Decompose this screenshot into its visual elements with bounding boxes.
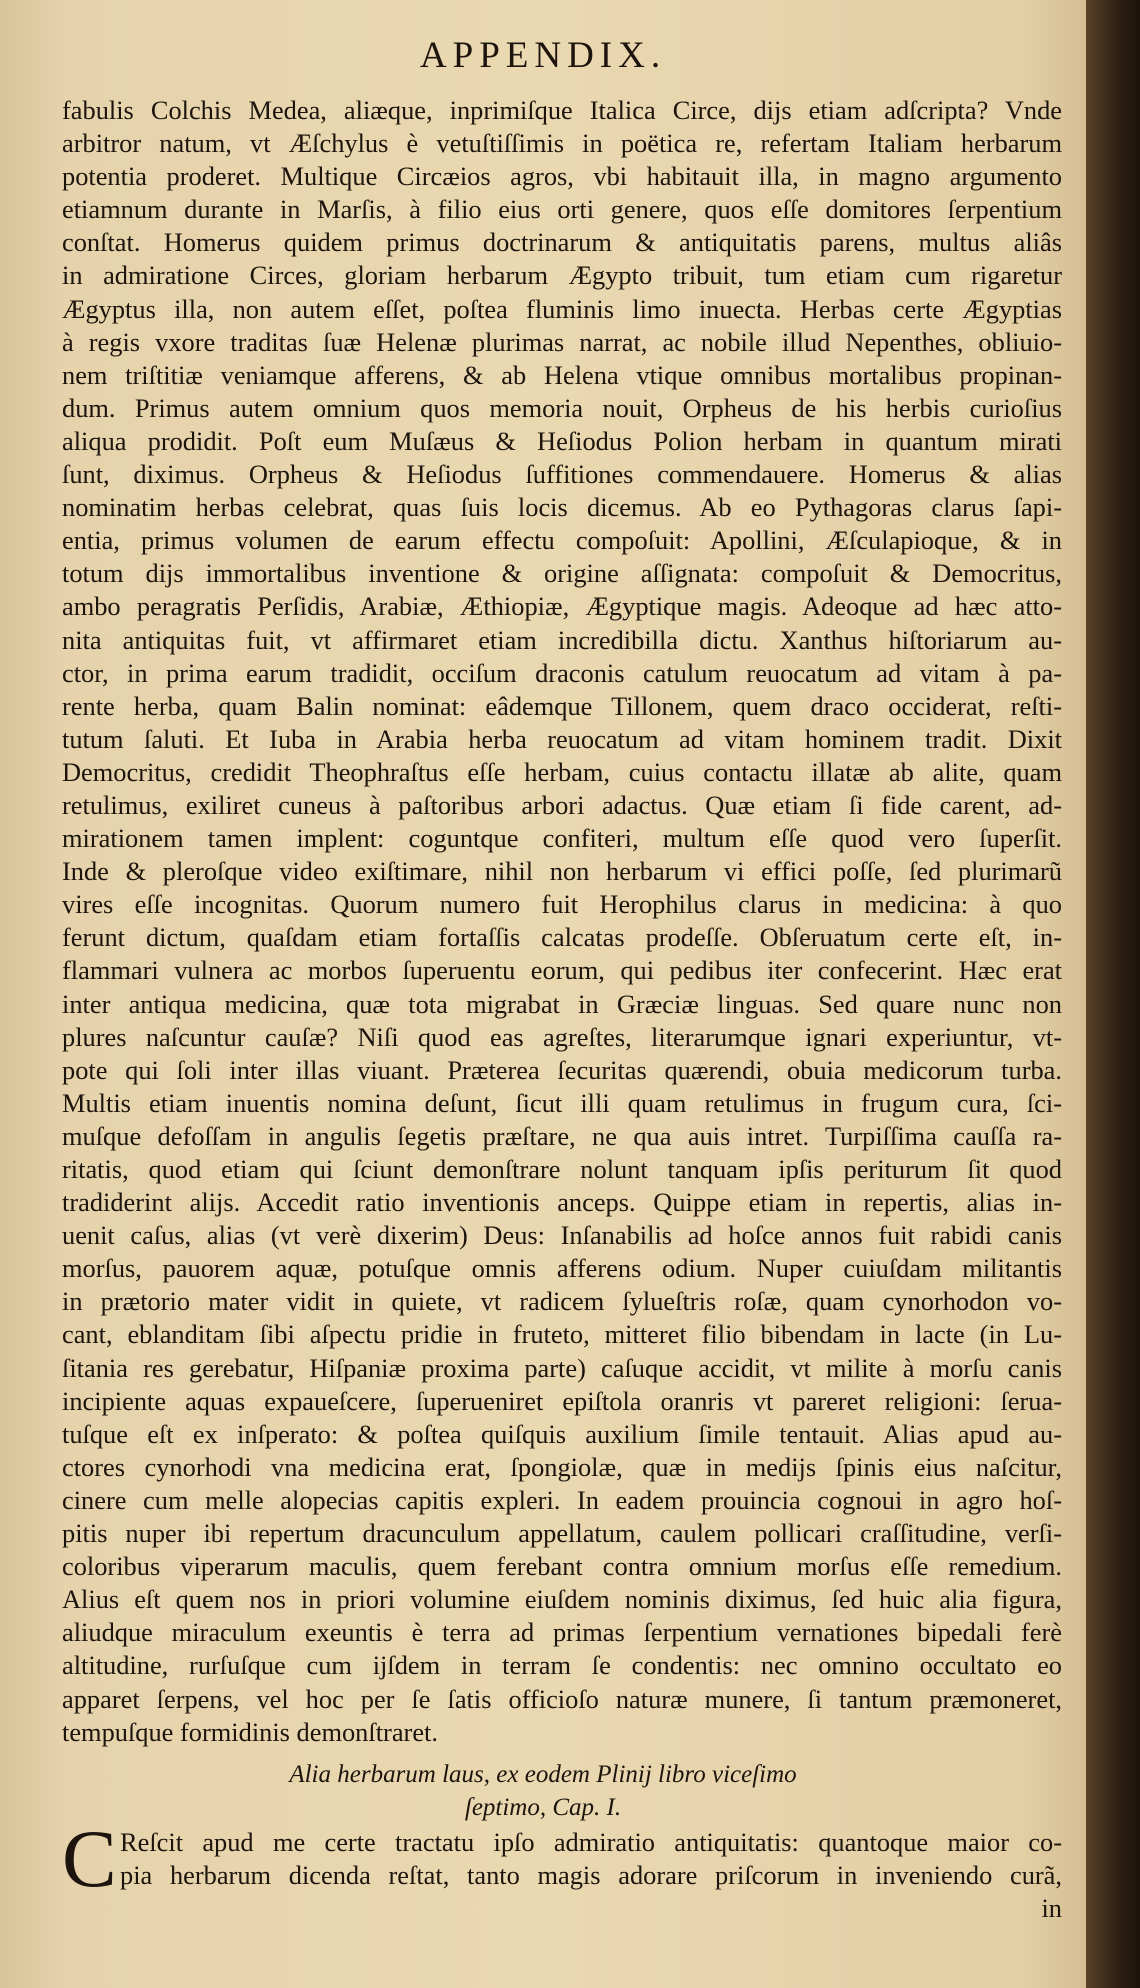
running-head: APPENDIX. <box>419 35 667 76</box>
text-line: dum. Primus autem omnium quos memoria nouit, Orpheus de his herbis curioſius <box>62 392 1062 423</box>
text-line: ambo peragratis Perſidis, Arabiæ, Æthiopiæ, Ægyptique magis. Adeoque ad hæc atto- <box>62 591 1062 622</box>
text-line: Democritus, credidit Theophraſtus eſſe herbam, cuius contactu illatæ ab alite, quam <box>62 756 1062 787</box>
text-line: nita antiquitas fuit, vt affirmaret etiam incredibilla dictu. Xanthus hiſtoriarum au- <box>62 624 1062 655</box>
text-line: etiamnum durante in Marſis, à filio eius orti genere, quos eſſe domitores ſerpentium <box>62 194 1062 225</box>
text-line: inter antiqua medicina, quæ tota migrabat in Græciæ linguas. Sed quare nunc non <box>62 988 1062 1019</box>
text-line: apparet ſerpens, vel hoc per ſe ſatis officioſo naturæ munere, ſi tantum præmoneret, <box>62 1683 1062 1714</box>
text-line: Multis etiam inuentis nomina deſunt, ſicut illi quam retulimus in frugum cura, ſci- <box>62 1087 1062 1118</box>
text-line: cant, eblanditam ſibi aſpectu pridie in fruteto, mitteret filio bibendam in lacte (in Lu- <box>62 1319 1062 1350</box>
text-line: morſus, pauorem aquæ, potuſque omnis afferens odium. Nuper cuiuſdam militantis <box>62 1253 1062 1284</box>
text-line: conſtat. Homerus quidem primus doctrinarum & antiquitatis parens, multus aliâs <box>62 227 1062 258</box>
text-line: tradiderint alijs. Accedit ratio inventionis anceps. Quippe etiam in repertis, alias in- <box>62 1187 1062 1218</box>
text-line: ſitania res gerebatur, Hiſpaniæ proxima parte) caſuque accidit, vt milite à morſu canis <box>62 1352 1062 1383</box>
text-line: in prætorio mater vidit in quiete, vt radicem ſylueſtris roſæ, quam cynorhodon vo- <box>62 1286 1062 1317</box>
text-line: arbitror natum, vt Æſchylus è vetuſtiſſimis in poëtica re, refertam Italiam herbarum <box>62 128 1062 159</box>
text-line: mirationem tamen implent: coguntque confiteri, multum eſſe quod vero ſuperſit. <box>62 823 1062 854</box>
section-heading-line: ſeptimo, Cap. I. <box>464 1794 622 1821</box>
text-line: ctor, in prima earum tradidit, occiſum draconis catulum reuocatum ad vitam à pa- <box>62 657 1062 688</box>
text-line: cinere cum melle alopecias capitis expleri. In eadem prouincia cognoui in agro hoſ- <box>62 1484 1062 1515</box>
binding-shadow <box>1086 0 1140 1988</box>
text-line: retulimus, exiliret cuneus à paſtoribus arbori adactus. Quæ etiam ſi fide carent, ad- <box>62 789 1062 820</box>
text-line: muſque defoſſam in angulis ſegetis præſtare, ne qua auis intret. Turpiſſima cauſſa ra- <box>62 1120 1062 1151</box>
text-line: Alius eſt quem nos in priori volumine eiuſdem nominis diximus, ſed huic alia figura, <box>62 1584 1062 1615</box>
final-paragraph <box>62 1813 1062 1925</box>
text-line: incipiente aquas expaueſcere, ſuperueniret epiſtola oranris vt pareret religioni: ſerua- <box>62 1385 1062 1416</box>
text-line: uenit caſus, alias (vt verè dixerim) Deus: Inſanabilis ad hoſce annos fuit rabidi canis <box>62 1220 1062 1251</box>
text-line: ctores cynorhodi vna medicina erat, ſpongiolæ, quæ in medijs ſpinis eius naſcitur, <box>62 1451 1062 1482</box>
drop-capital: C <box>62 1813 117 1904</box>
text-line: nominatim herbas celebrat, quas ſuis locis dicemus. Ab eo Pythagoras clarus ſapi- <box>62 492 1062 523</box>
text-line: tuſque eſt ex inſperato: & poſtea quiſquis auxilium ſimile tentauit. Alias apud au- <box>62 1418 1062 1449</box>
main-text-block <box>62 94 1062 1749</box>
text-line: aliqua prodidit. Poſt eum Muſæus & Heſiodus Polion herbam in quantum mirati <box>62 425 1062 456</box>
text-line: vires eſſe incognitas. Quorum numero fuit Herophilus clarus in medicina: à quo <box>62 889 1062 920</box>
text-line: fabulis Colchis Medea, aliæque, inprimiſque Italica Circe, dijs etiam adſcripta? Vnde <box>62 95 1062 125</box>
text-line: rente herba, quam Balin nominat: eâdemque Tillonem, quem draco occiderat, reſti- <box>62 690 1062 721</box>
text-line: in admiratione Circes, gloriam herbarum Ægypto tribuit, tum etiam cum rigaretur <box>62 260 1062 291</box>
text-line: potentia proderet. Multique Circæios agros, vbi habitauit illa, in magno argumento <box>62 161 1062 192</box>
text-line: entia, primus volumen de earum effectu compoſuit: Apollini, Æſculapioque, & in <box>62 525 1062 556</box>
text-line: pote qui ſoli inter illas viuant. Præterea ſecuritas quærendi, obuia medicorum turba. <box>62 1054 1062 1085</box>
text-line: coloribus viperarum maculis, quem ferebant contra omnium morſus eſſe remedium. <box>62 1551 1062 1582</box>
text-line: flammari vulnera ac morbos ſuperuentu eorum, qui pedibus iter confecerint. Hæc erat <box>62 955 1062 986</box>
section-heading <box>0 1758 1086 1824</box>
text-line: nem triſtitiæ veniamque afferens, & ab Helena vtique omnibus mortalibus propinan- <box>62 359 1062 390</box>
text-line: altitudine, rurſuſque cum ijſdem in terram ſe condentis: nec omnino occultato eo <box>62 1650 1062 1681</box>
catchword: in <box>1041 1893 1062 1924</box>
text-line: Ægyptus illa, non autem eſſet, poſtea fluminis limo inuecta. Herbas certe Ægyptias <box>62 293 1062 324</box>
text-line: totum dijs immortalibus inventione & origine aſſignata: compoſuit & Democritus, <box>62 558 1062 589</box>
text-line: à regis vxore traditas ſuæ Helenæ plurimas narrat, ac nobile illud Nepenthes, obliuio- <box>62 326 1062 357</box>
text-line: ferunt dictum, quaſdam etiam fortaſſis calcatas prodeſſe. Obſeruatum certe eſt, in- <box>62 922 1062 953</box>
text-line: Reſcit apud me certe tractatu ipſo admiratio antiquitatis: quantoque maior co- <box>120 1827 1062 1857</box>
text-line: Inde & pleroſque video exiſtimare, nihil non herbarum vi effici poſſe, ſed plurimarũ <box>62 856 1062 887</box>
text-line: pia herbarum dicenda reſtat, tanto magis adorare priſcorum in inveniendo curã, <box>120 1860 1062 1891</box>
text-line: tutum ſaluti. Et Iuba in Arabia herba reuocatum ad vitam hominem tradit. Dixit <box>62 723 1062 754</box>
text-line: tempuſque formidinis demonſtraret. <box>62 1716 438 1747</box>
section-heading-line: Alia herbarum laus, ex eodem Plinij libro viceſimo <box>289 1761 797 1788</box>
text-line: ſunt, diximus. Orpheus & Heſiodus ſuffitiones commendauere. Homerus & alias <box>62 459 1062 490</box>
text-line: aliudque miraculum exeuntis è terra ad primas ſerpentium vernationes bipedali ferè <box>62 1617 1062 1648</box>
text-line: plures naſcuntur cauſæ? Niſi quod eas agreſtes, literarumque ignari experiuntur, vt- <box>62 1021 1062 1052</box>
text-line: pitis nuper ibi repertum dracunculum appellatum, caulem pollicari craſſitudine, verſi- <box>62 1518 1062 1549</box>
text-line: ritatis, quod etiam qui ſciunt demonſtrare nolunt tanquam ipſis periturum ſit quod <box>62 1154 1062 1184</box>
